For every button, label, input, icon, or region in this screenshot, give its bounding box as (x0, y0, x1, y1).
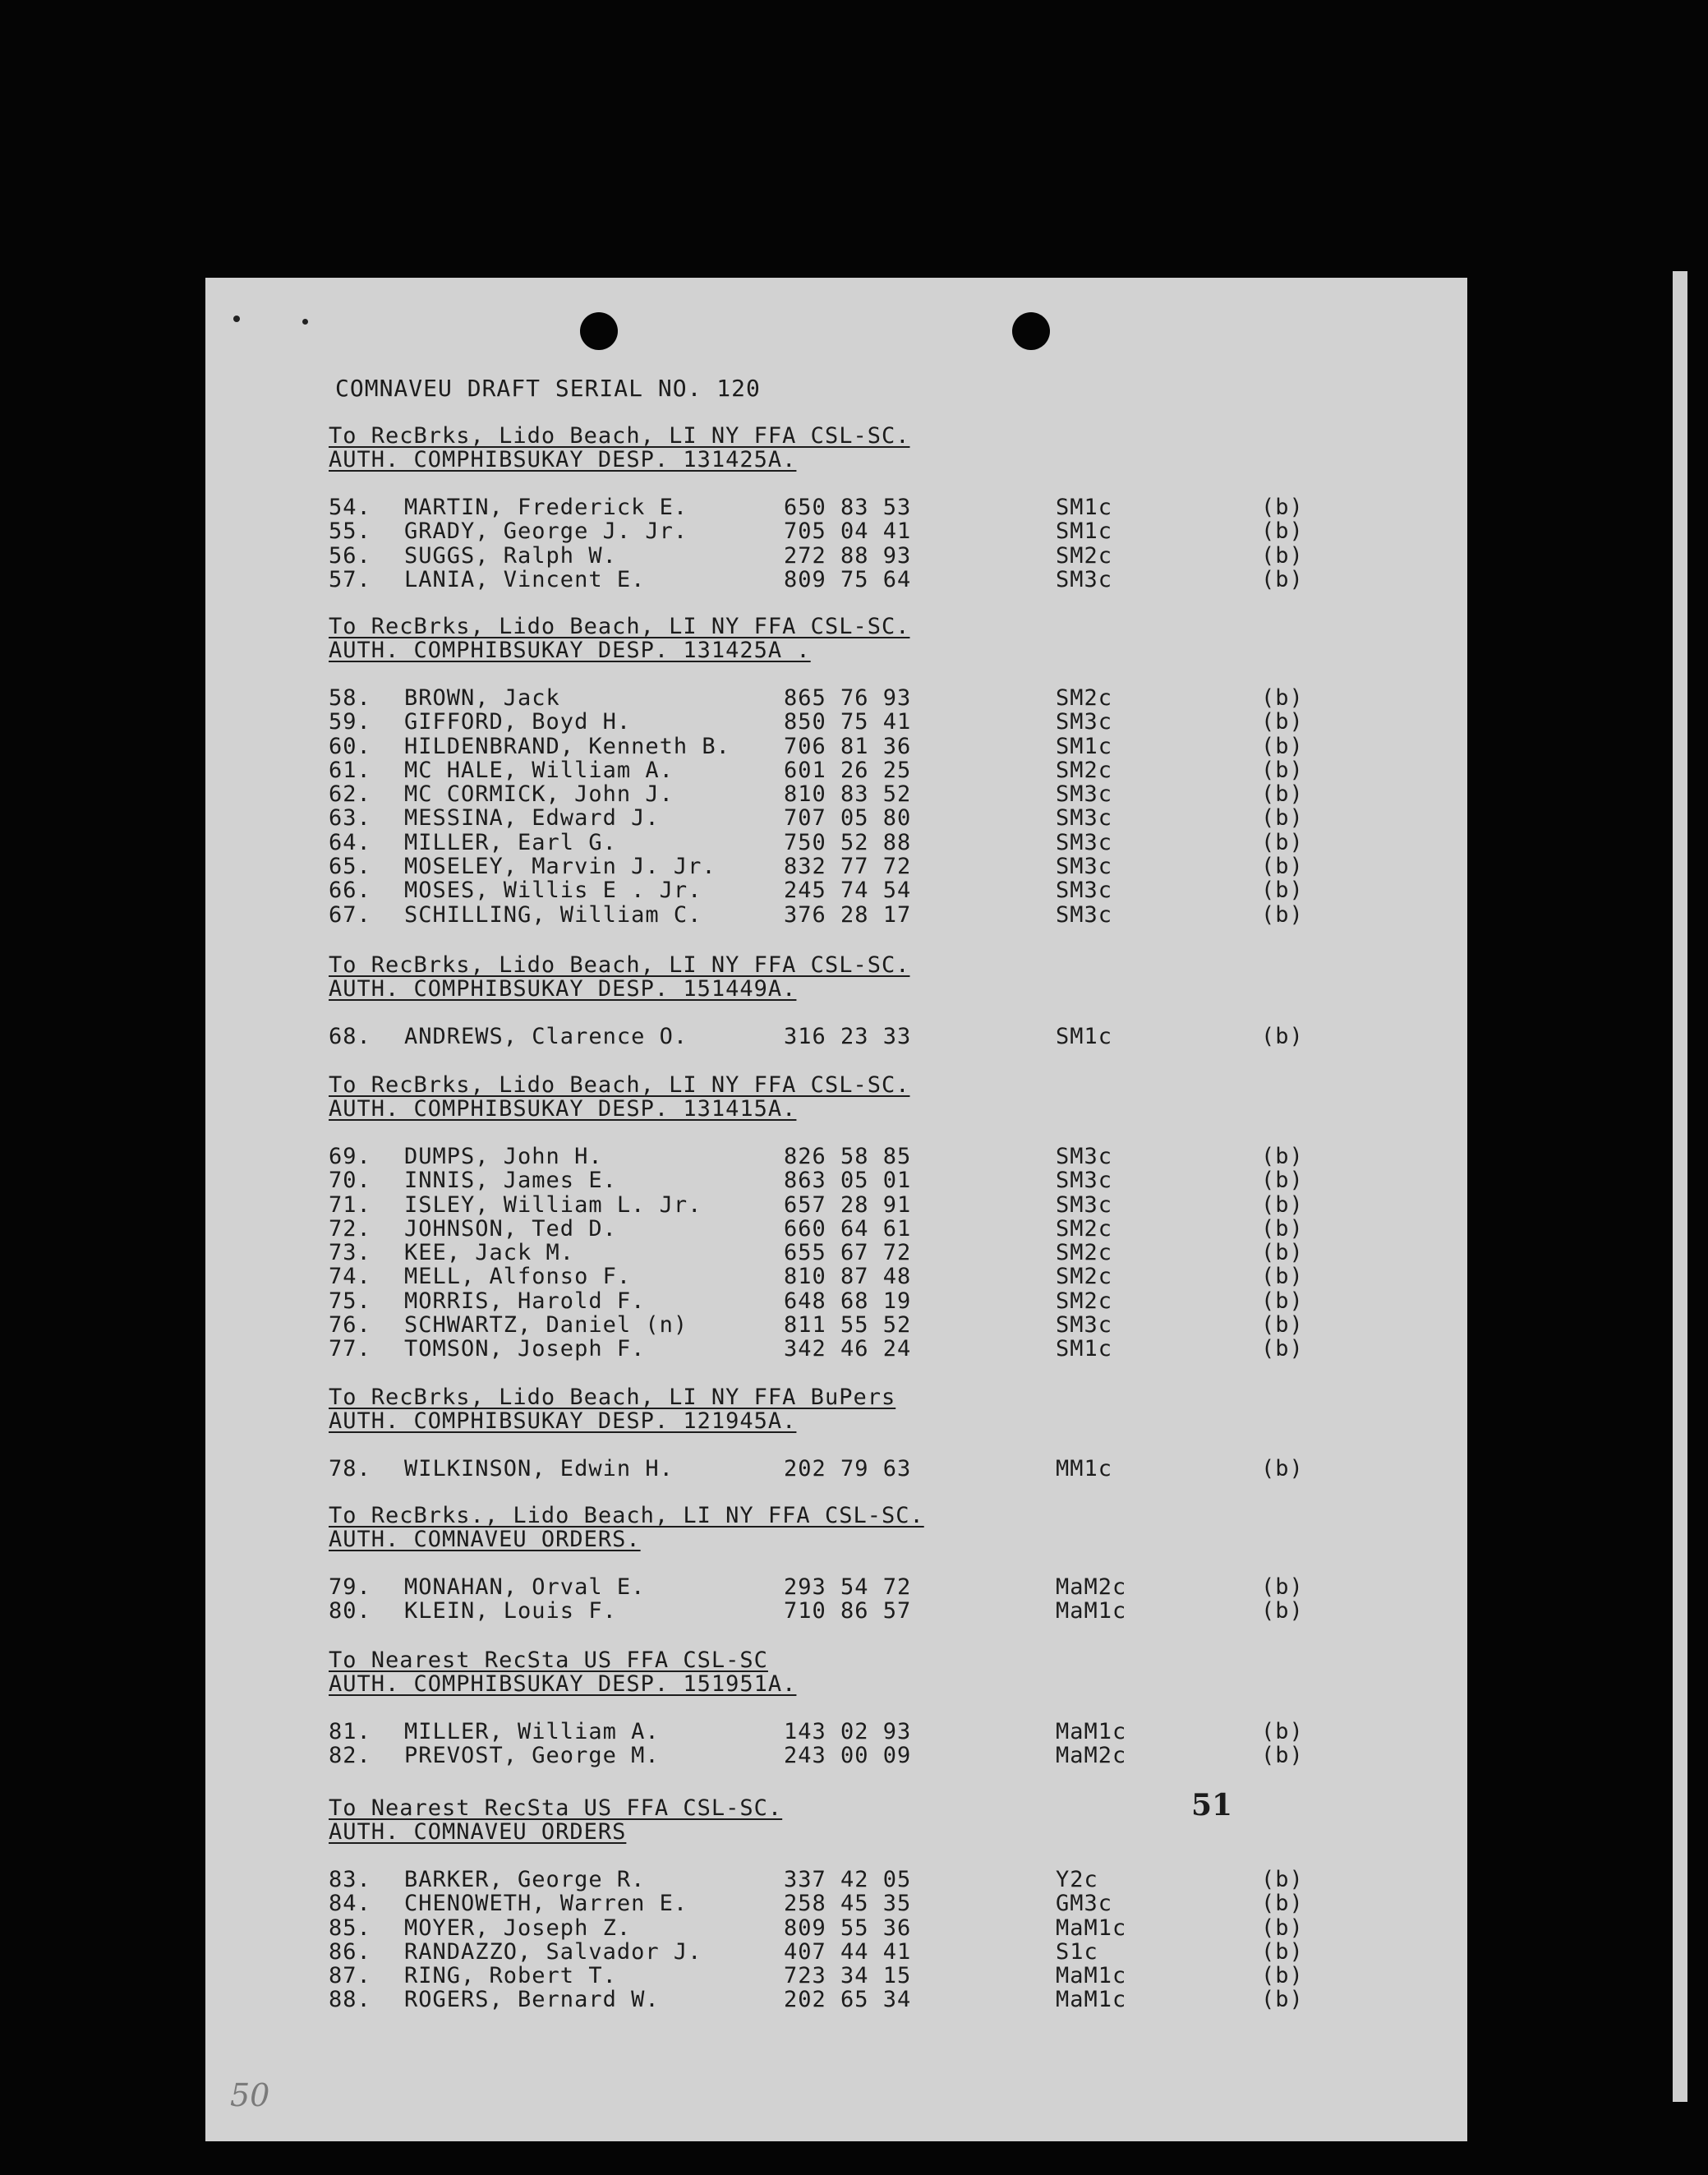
entry-service-number: 376 28 17 (784, 901, 912, 928)
authority-line: AUTH. COMPHIBSUKAY DESP. 131415A. (329, 1096, 797, 1122)
list-item (329, 1289, 1397, 1313)
authority-line: AUTH. COMPHIBSUKAY DESP. 131425A. (329, 447, 797, 472)
entry-name: TOMSON, Joseph F. (404, 1336, 646, 1362)
authority-line: AUTH. COMNAVEU ORDERS (329, 1819, 627, 1845)
entry-rate: SM3c (1056, 709, 1113, 735)
entry-number: 82. (329, 1743, 371, 1769)
entry-code: (b) (1261, 1938, 1304, 1965)
entry-number: 56. (329, 542, 371, 569)
authority-line: AUTH. COMNAVEU ORDERS. (329, 1527, 641, 1552)
list-item (329, 1241, 1397, 1265)
entry-service-number: 316 23 33 (784, 1024, 912, 1049)
list-item (329, 758, 1397, 782)
entry-name: MELL, Alfonso F. (404, 1264, 632, 1290)
draft-serial-header: COMNAVEU DRAFT SERIAL NO. 120 (335, 375, 761, 402)
entry-rate: MaM1c (1056, 1719, 1127, 1744)
entry-service-number: 710 86 57 (784, 1598, 912, 1624)
entry-number: 74. (329, 1264, 371, 1290)
list-item (329, 1916, 1397, 1940)
entry-number: 54. (329, 495, 371, 520)
entry-service-number: 865 76 93 (784, 685, 912, 711)
entry-rate: SM1c (1056, 518, 1113, 545)
entry-service-number: 245 74 54 (784, 878, 912, 904)
entry-rate: SM2c (1056, 1264, 1113, 1290)
entry-name: DUMPS, John H. (404, 1144, 603, 1169)
entry-name: GRADY, George J. Jr. (404, 518, 688, 545)
entry-rate: SM1c (1056, 1336, 1113, 1362)
entry-code: (b) (1261, 1168, 1304, 1194)
entry-code: (b) (1261, 685, 1304, 711)
entry-rate: SM3c (1056, 854, 1113, 880)
entry-number: 61. (329, 757, 371, 783)
document-page (205, 278, 1467, 2141)
destination-line: To RecBrks, Lido Beach, LI NY FFA CSL-SC. (329, 614, 910, 639)
entry-service-number: 202 65 34 (784, 1987, 912, 2013)
entry-name: MONAHAN, Orval E. (404, 1574, 646, 1600)
entries-list (329, 1720, 1397, 1768)
entry-code: (b) (1261, 495, 1304, 520)
list-item (329, 855, 1397, 878)
entry-code: (b) (1261, 1456, 1304, 1481)
entry-number: 87. (329, 1963, 371, 1989)
entry-rate: SM2c (1056, 1215, 1113, 1242)
entry-rate: SM3c (1056, 1168, 1113, 1194)
list-item (329, 1988, 1397, 2011)
entry-name: RANDAZZO, Salvador J. (404, 1938, 702, 1965)
entry-name: PREVOST, George M. (404, 1743, 660, 1769)
entry-code: (b) (1261, 1240, 1304, 1266)
entry-name: ANDREWS, Clarence O. (404, 1024, 688, 1049)
entry-rate: SM1c (1056, 733, 1113, 759)
entry-number: 79. (329, 1574, 371, 1600)
list-item (329, 495, 1397, 519)
entry-rate: SM1c (1056, 1024, 1113, 1049)
entry-code: (b) (1261, 1574, 1304, 1600)
entry-number: 67. (329, 901, 371, 928)
entry-number: 81. (329, 1719, 371, 1744)
entries-list (329, 1025, 1397, 1048)
entry-name: BARKER, George R. (404, 1867, 646, 1892)
entry-code: (b) (1261, 733, 1304, 759)
entry-service-number: 243 00 09 (784, 1743, 912, 1769)
entry-name: MOSES, Willis E . Jr. (404, 878, 702, 904)
entry-number: 73. (329, 1240, 371, 1266)
entry-rate: MM1c (1056, 1456, 1113, 1481)
authority-line: AUTH. COMPHIBSUKAY DESP. 121945A. (329, 1408, 797, 1434)
entry-service-number: 648 68 19 (784, 1288, 912, 1314)
entries-list (329, 1457, 1397, 1481)
list-item (329, 878, 1397, 902)
entry-rate: SM1c (1056, 495, 1113, 520)
entry-name: SCHILLING, William C. (404, 901, 702, 928)
entry-service-number: 407 44 41 (784, 1938, 912, 1965)
list-item (329, 1868, 1397, 1892)
entry-name: MC CORMICK, John J. (404, 781, 674, 808)
destination-line: To Nearest RecSta US FFA CSL-SC (329, 1647, 768, 1673)
entry-code: (b) (1261, 542, 1304, 569)
destination-line: To Nearest RecSta US FFA CSL-SC. (329, 1795, 783, 1821)
entry-service-number: 705 04 41 (784, 518, 912, 545)
orders-section (329, 615, 1397, 927)
entry-name: MORRIS, Harold F. (404, 1288, 646, 1314)
entry-rate: SM3c (1056, 1144, 1113, 1169)
entry-rate: SM3c (1056, 566, 1113, 592)
entry-rate: MaM2c (1056, 1574, 1127, 1600)
entry-service-number: 810 83 52 (784, 781, 912, 808)
entry-rate: Y2c (1056, 1867, 1098, 1892)
entry-number: 57. (329, 566, 371, 592)
entry-number: 88. (329, 1987, 371, 2013)
entry-name: MESSINA, Edward J. (404, 805, 660, 832)
orders-section (329, 1648, 1397, 1768)
entry-rate: MaM1c (1056, 1598, 1127, 1624)
list-item (329, 1575, 1397, 1599)
list-item (329, 544, 1397, 568)
entry-number: 84. (329, 1891, 371, 1917)
entry-rate: SM3c (1056, 878, 1113, 904)
entry-code: (b) (1261, 1867, 1304, 1892)
entry-name: BROWN, Jack (404, 685, 560, 711)
entry-code: (b) (1261, 1215, 1304, 1242)
entry-service-number: 809 75 64 (784, 566, 912, 592)
entry-number: 64. (329, 829, 371, 855)
entry-name: WILKINSON, Edwin H. (404, 1456, 674, 1481)
orders-section (329, 1385, 1397, 1481)
entry-code: (b) (1261, 1288, 1304, 1314)
entry-rate: SM3c (1056, 901, 1113, 928)
entry-name: MILLER, William A. (404, 1719, 660, 1744)
entry-service-number: 143 02 93 (784, 1719, 912, 1744)
entry-rate: SM3c (1056, 805, 1113, 832)
entry-service-number: 826 58 85 (784, 1144, 912, 1169)
entry-number: 72. (329, 1215, 371, 1242)
entry-rate: MaM1c (1056, 1915, 1127, 1941)
entries-list (329, 1145, 1397, 1362)
list-item (329, 519, 1397, 543)
entry-service-number: 258 45 35 (784, 1891, 912, 1917)
entry-service-number: 809 55 36 (784, 1915, 912, 1941)
list-item (329, 903, 1397, 927)
entry-code: (b) (1261, 1598, 1304, 1624)
orders-section (329, 1504, 1397, 1624)
orders-section (329, 424, 1397, 592)
entry-service-number: 337 42 05 (784, 1867, 912, 1892)
entry-name: MILLER, Earl G. (404, 829, 617, 855)
entry-number: 85. (329, 1915, 371, 1941)
entry-service-number: 832 77 72 (784, 854, 912, 880)
entry-number: 78. (329, 1456, 371, 1481)
entry-rate: MaM1c (1056, 1987, 1127, 2013)
entry-code: (b) (1261, 1144, 1304, 1169)
entry-number: 76. (329, 1312, 371, 1339)
list-item (329, 710, 1397, 734)
entry-number: 58. (329, 685, 371, 711)
entry-code: (b) (1261, 805, 1304, 832)
destination-line: To RecBrks., Lido Beach, LI NY FFA CSL-SC. (329, 1503, 924, 1528)
entry-code: (b) (1261, 1987, 1304, 2013)
entry-service-number: 811 55 52 (784, 1312, 912, 1339)
entry-rate: SM2c (1056, 757, 1113, 783)
entry-rate: S1c (1056, 1938, 1098, 1965)
entry-code: (b) (1261, 1963, 1304, 1989)
list-item (329, 831, 1397, 855)
authority-line: AUTH. COMPHIBSUKAY DESP. 131425A . (329, 638, 811, 663)
entry-name: KEE, Jack M. (404, 1240, 575, 1266)
entry-code: (b) (1261, 829, 1304, 855)
entry-rate: MaM2c (1056, 1743, 1127, 1769)
list-item (329, 1940, 1397, 1964)
entry-number: 63. (329, 805, 371, 832)
entry-name: MARTIN, Frederick E. (404, 495, 688, 520)
list-item (329, 1599, 1397, 1623)
entry-code: (b) (1261, 1024, 1304, 1049)
list-item (329, 1145, 1397, 1168)
entry-service-number: 706 81 36 (784, 733, 912, 759)
handwritten-page-note: 50 (230, 2077, 270, 2113)
entry-code: (b) (1261, 1312, 1304, 1339)
entries-list (329, 686, 1397, 927)
list-item (329, 806, 1397, 830)
entry-service-number: 202 79 63 (784, 1456, 912, 1481)
destination-line: To RecBrks, Lido Beach, LI NY FFA CSL-SC. (329, 1072, 910, 1098)
entry-service-number: 272 88 93 (784, 542, 912, 569)
punch-hole-left (580, 312, 618, 350)
list-item (329, 1217, 1397, 1241)
entry-name: ROGERS, Bernard W. (404, 1987, 660, 2013)
entry-name: RING, Robert T. (404, 1963, 617, 1989)
entry-code: (b) (1261, 1336, 1304, 1362)
entry-name: LANIA, Vincent E. (404, 566, 646, 592)
entry-rate: SM3c (1056, 1191, 1113, 1218)
list-item (329, 1744, 1397, 1767)
entry-service-number: 657 28 91 (784, 1191, 912, 1218)
entry-name: CHENOWETH, Warren E. (404, 1891, 688, 1917)
list-item (329, 686, 1397, 710)
entry-service-number: 810 87 48 (784, 1264, 912, 1290)
entries-list (329, 1868, 1397, 2012)
entry-code: (b) (1261, 1891, 1304, 1917)
entry-service-number: 601 26 25 (784, 757, 912, 783)
entry-number: 60. (329, 733, 371, 759)
orders-section (329, 1796, 1397, 2012)
orders-section (329, 953, 1397, 1048)
entry-name: KLEIN, Louis F. (404, 1598, 617, 1624)
entry-service-number: 750 52 88 (784, 829, 912, 855)
entry-number: 55. (329, 518, 371, 545)
entry-rate: SM2c (1056, 1288, 1113, 1314)
list-item (329, 735, 1397, 758)
page-number: 51 (1191, 1788, 1233, 1822)
entry-name: SCHWARTZ, Daniel (n) (404, 1312, 688, 1339)
entry-code: (b) (1261, 566, 1304, 592)
entry-number: 80. (329, 1598, 371, 1624)
entry-service-number: 342 46 24 (784, 1336, 912, 1362)
entry-number: 86. (329, 1938, 371, 1965)
speck (302, 319, 308, 325)
entry-code: (b) (1261, 1743, 1304, 1769)
entry-name: INNIS, James E. (404, 1168, 617, 1194)
entry-number: 71. (329, 1191, 371, 1218)
entry-number: 75. (329, 1288, 371, 1314)
entry-name: GIFFORD, Boyd H. (404, 709, 632, 735)
list-item (329, 1720, 1397, 1744)
entry-number: 59. (329, 709, 371, 735)
entry-code: (b) (1261, 878, 1304, 904)
entry-code: (b) (1261, 757, 1304, 783)
list-item (329, 1457, 1397, 1481)
entry-number: 62. (329, 781, 371, 808)
list-item (329, 568, 1397, 592)
entry-service-number: 650 83 53 (784, 495, 912, 520)
list-item (329, 1025, 1397, 1048)
entry-service-number: 655 67 72 (784, 1240, 912, 1266)
entry-rate: SM3c (1056, 829, 1113, 855)
list-item (329, 1313, 1397, 1337)
entry-service-number: 293 54 72 (784, 1574, 912, 1600)
entry-service-number: 660 64 61 (784, 1215, 912, 1242)
list-item (329, 1892, 1397, 1915)
entry-code: (b) (1261, 1264, 1304, 1290)
entry-name: ISLEY, William L. Jr. (404, 1191, 702, 1218)
punch-hole-right (1012, 312, 1050, 350)
entries-list (329, 1575, 1397, 1624)
destination-line: To RecBrks, Lido Beach, LI NY FFA BuPers (329, 1385, 896, 1410)
list-item (329, 1964, 1397, 1988)
entry-name: JOHNSON, Ted D. (404, 1215, 617, 1242)
entry-code: (b) (1261, 1719, 1304, 1744)
orders-section (329, 1073, 1397, 1362)
entry-number: 77. (329, 1336, 371, 1362)
entry-number: 65. (329, 854, 371, 880)
entry-code: (b) (1261, 1191, 1304, 1218)
entry-number: 69. (329, 1144, 371, 1169)
entry-code: (b) (1261, 854, 1304, 880)
adjacent-page-edge (1673, 271, 1687, 2102)
entry-name: MOSELEY, Marvin J. Jr. (404, 854, 716, 880)
entry-name: MOYER, Joseph Z. (404, 1915, 632, 1941)
entry-name: HILDENBRAND, Kenneth B. (404, 733, 730, 759)
entry-service-number: 863 05 01 (784, 1168, 912, 1194)
entry-service-number: 723 34 15 (784, 1963, 912, 1989)
entry-name: MC HALE, William A. (404, 757, 674, 783)
destination-line: To RecBrks, Lido Beach, LI NY FFA CSL-SC. (329, 952, 910, 978)
entries-list (329, 495, 1397, 592)
entry-number: 83. (329, 1867, 371, 1892)
list-item (329, 1337, 1397, 1361)
entry-rate: SM3c (1056, 1312, 1113, 1339)
entry-service-number: 850 75 41 (784, 709, 912, 735)
list-item (329, 1265, 1397, 1288)
list-item (329, 1168, 1397, 1192)
list-item (329, 1193, 1397, 1217)
entry-name: SUGGS, Ralph W. (404, 542, 617, 569)
entry-rate: SM2c (1056, 542, 1113, 569)
speck (233, 316, 240, 322)
authority-line: AUTH. COMPHIBSUKAY DESP. 151951A. (329, 1671, 797, 1697)
entry-code: (b) (1261, 1915, 1304, 1941)
entry-code: (b) (1261, 518, 1304, 545)
list-item (329, 782, 1397, 806)
entry-rate: SM2c (1056, 685, 1113, 711)
entry-rate: GM3c (1056, 1891, 1113, 1917)
entry-rate: MaM1c (1056, 1963, 1127, 1989)
entry-number: 68. (329, 1024, 371, 1049)
entry-rate: SM3c (1056, 781, 1113, 808)
entry-rate: SM2c (1056, 1240, 1113, 1266)
destination-line: To RecBrks, Lido Beach, LI NY FFA CSL-SC. (329, 423, 910, 449)
entry-code: (b) (1261, 781, 1304, 808)
entry-service-number: 707 05 80 (784, 805, 912, 832)
authority-line: AUTH. COMPHIBSUKAY DESP. 151449A. (329, 976, 797, 1002)
entry-code: (b) (1261, 901, 1304, 928)
entry-number: 70. (329, 1168, 371, 1194)
entry-number: 66. (329, 878, 371, 904)
entry-code: (b) (1261, 709, 1304, 735)
